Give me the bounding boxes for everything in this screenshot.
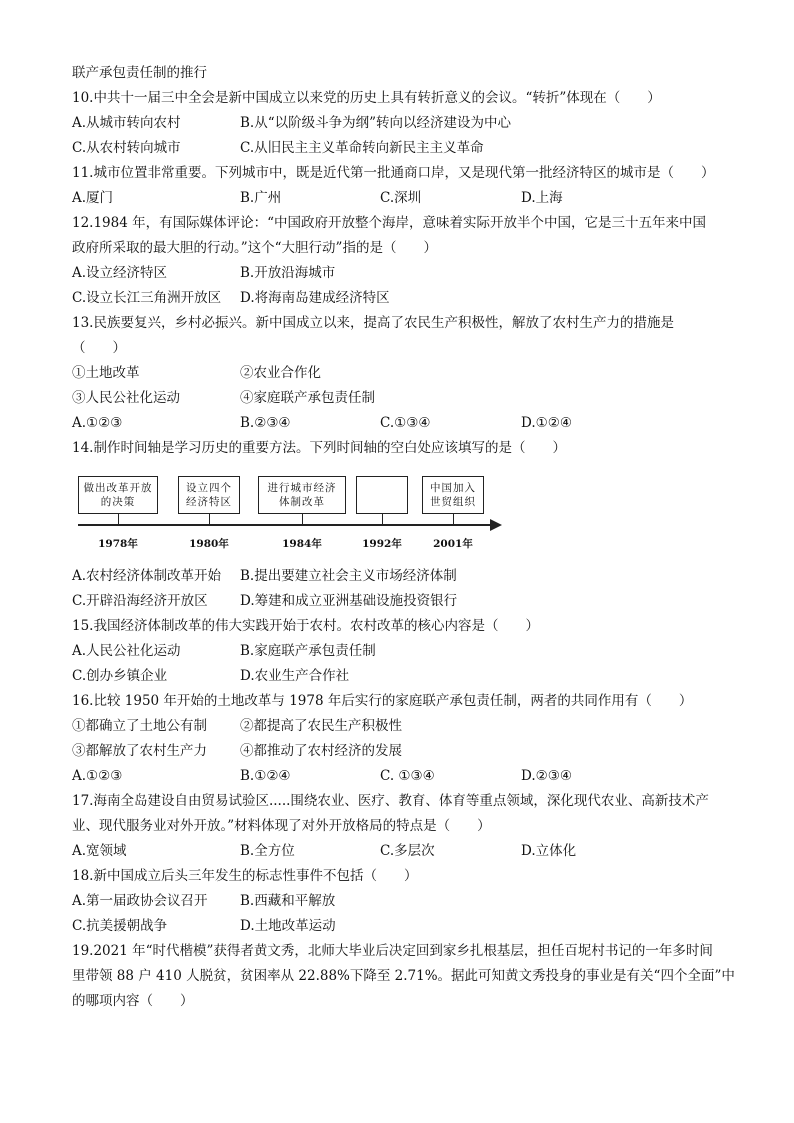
- question-14: 14.制作时间轴是学习历史的重要方法。下列时间轴的空白处应该填写的是（ ）: [72, 440, 566, 456]
- timeline-figure: [72, 468, 512, 558]
- q16-item-1: ①都确立了土地公有制: [72, 718, 207, 734]
- q15-option-b: B.家庭联产承包责任制: [240, 643, 376, 659]
- question-15: 15.我国经济体制改革的伟大实践开始于农村。农村改革的核心内容是（ ）: [72, 618, 539, 634]
- q13-option-c: C.①③④: [380, 415, 431, 431]
- q11-option-a: A.厦门: [72, 190, 114, 206]
- question-16: 16.比较 1950 年开始的土地改革与 1978 年后实行的家庭联产承包责任制，两者的共同作用有（ ）: [72, 693, 693, 709]
- timeline-tick: [209, 514, 210, 524]
- timeline-year: 1980年: [189, 538, 229, 550]
- q18-option-c: C.抗美援朝战争: [72, 918, 168, 934]
- q13-item-2: ②农业合作化: [240, 365, 321, 381]
- q13-option-a: A.①②③: [72, 415, 123, 431]
- timeline-tick: [118, 514, 119, 524]
- question-19-line3: 的哪项内容（ ）: [72, 993, 194, 1009]
- q11-option-d: D.上海: [521, 190, 563, 206]
- question-12-line1: 12.1984 年，有国际媒体评论：“中国政府开放整个海岸，意味着实际开放半个中国，它是三十五年来中国: [72, 215, 707, 231]
- continued-text: 联产承包责任制的推行: [72, 65, 207, 81]
- q17-option-a: A.宽领域: [72, 843, 127, 859]
- q18-option-d: D.土地改革运动: [240, 918, 336, 934]
- q16-item-3: ③都解放了农村生产力: [72, 743, 207, 759]
- question-19-line1: 19.2021 年“时代楷模”获得者黄文秀，北师大毕业后决定回到家乡扎根基层，担任百坭村书记的一年多时间: [72, 943, 713, 959]
- q10-option-d: C.从旧民主主义革命转向新民主主义革命: [240, 140, 484, 156]
- timeline-blank-box: [356, 476, 408, 514]
- timeline-tick: [382, 514, 383, 524]
- timeline-axis: [78, 524, 492, 526]
- q10-option-b: B.从“以阶级斗争为纲”转向以经济建设为中心: [240, 115, 512, 131]
- q11-option-b: B.广州: [240, 190, 282, 206]
- q12-option-c: C.设立长江三角洲开放区: [72, 290, 222, 306]
- timeline-event-1984: 进行城市经济 体制改革: [258, 476, 346, 514]
- question-17-line1: 17.海南全岛建设自由贸易试验区.....围绕农业、医疗、教育、体育等重点领域，深化现代农业、高新技术产: [72, 793, 709, 809]
- timeline-tick: [302, 514, 303, 524]
- q10-option-c: C.从农村转向城市: [72, 140, 181, 156]
- q13-item-4: ④家庭联产承包责任制: [240, 390, 375, 406]
- q12-option-d: D.将海南岛建成经济特区: [240, 290, 390, 306]
- q17-option-d: D.立体化: [521, 843, 577, 859]
- q18-option-a: A.第一届政协会议召开: [72, 893, 208, 909]
- timeline-year: 2001年: [433, 538, 473, 550]
- q14-option-d: D.筹建和成立亚洲基础设施投资银行: [240, 593, 458, 609]
- q11-option-c: C.深圳: [380, 190, 422, 206]
- question-12-line2: 政府所采取的最大胆的行动。”这个“大胆行动”指的是（ ）: [72, 240, 437, 256]
- q17-option-b: B.全方位: [240, 843, 295, 859]
- question-11: 11.城市位置非常重要。下列城市中，既是近代第一批通商口岸，又是现代第一批经济特区的城市是（ ）: [72, 165, 715, 181]
- timeline-arrow-icon: [490, 519, 502, 531]
- q18-option-b: B.西藏和平解放: [240, 893, 336, 909]
- timeline-event-1980: 设立四个 经济特区: [178, 476, 240, 514]
- q15-option-a: A.人民公社化运动: [72, 643, 181, 659]
- question-13-line2: （ ）: [72, 340, 126, 356]
- q13-item-1: ①土地改革: [72, 365, 140, 381]
- question-10: 10.中共十一届三中全会是新中国成立以来党的历史上具有转折意义的会议。“转折”体现在（ ）: [72, 90, 661, 106]
- question-19-line2: 里带领 88 户 410 人脱贫，贫困率从 22.88%下降至 2.71%。据此可知黄文秀投身的事业是有关“四个全面”中: [72, 968, 735, 984]
- q15-option-d: D.农业生产合作社: [240, 668, 350, 684]
- q13-option-b: B.②③④: [240, 415, 291, 431]
- timeline-event-2001: 中国加入 世贸组织: [422, 476, 484, 514]
- question-18: 18.新中国成立后头三年发生的标志性事件不包括（ ）: [72, 868, 418, 884]
- q15-option-c: C.创办乡镇企业: [72, 668, 168, 684]
- q17-option-c: C.多层次: [380, 843, 435, 859]
- q14-option-a: A.农村经济体制改革开始: [72, 568, 222, 584]
- q16-item-2: ②都提高了农民生产积极性: [240, 718, 402, 734]
- q12-option-a: A.设立经济特区: [72, 265, 168, 281]
- q10-option-a: A.从城市转向农村: [72, 115, 181, 131]
- q16-option-d: D.②③④: [521, 768, 572, 784]
- question-17-line2: 业、现代服务业对外开放。”材料体现了对外开放格局的特点是（ ）: [72, 818, 491, 834]
- timeline-year: 1992年: [362, 538, 402, 550]
- q14-option-b: B.提出要建立社会主义市场经济体制: [240, 568, 457, 584]
- timeline-year: 1984年: [282, 538, 322, 550]
- timeline-tick: [453, 514, 454, 524]
- q16-item-4: ④都推动了农村经济的发展: [240, 743, 402, 759]
- q13-option-d: D.①②④: [521, 415, 572, 431]
- q16-option-c: C. ①③④: [380, 768, 435, 784]
- timeline-year: 1978年: [98, 538, 138, 550]
- q16-option-b: B.①②④: [240, 768, 291, 784]
- q16-option-a: A.①②③: [72, 768, 123, 784]
- question-13-line1: 13.民族要复兴，乡村必振兴。新中国成立以来，提高了农民生产积极性，解放了农村生产力的措施是: [72, 315, 674, 331]
- q13-item-3: ③人民公社化运动: [72, 390, 180, 406]
- q12-option-b: B.开放沿海城市: [240, 265, 336, 281]
- q14-option-c: C.开辟沿海经济开放区: [72, 593, 208, 609]
- timeline-event-1978: 做出改革开放 的决策: [78, 476, 158, 514]
